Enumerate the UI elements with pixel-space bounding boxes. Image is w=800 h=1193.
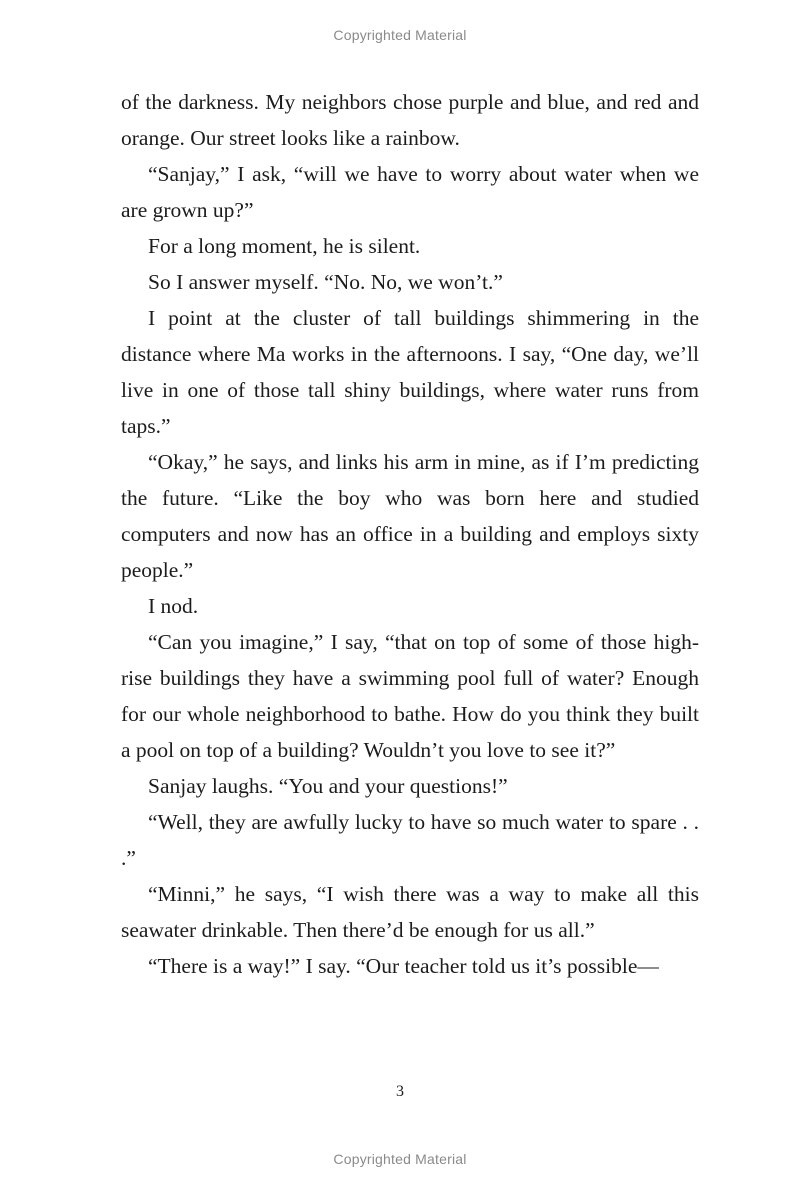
- paragraph: “Minni,” he says, “I wish there was a way to make all this seawater drinkable. Then there’d be enough for us all.”: [121, 882, 699, 942]
- body-text: [121, 84, 699, 984]
- page-number: 3: [396, 1083, 404, 1100]
- copyright-watermark-bottom: Copyrighted Material: [333, 1151, 467, 1167]
- paragraph: “There is a way!” I say. “Our teacher told us it’s possible—: [148, 954, 659, 978]
- paragraph: “Well, they are awfully lucky to have so much water to spare . . .”: [121, 810, 699, 870]
- paragraph: I point at the cluster of tall buildings shimmering in the distance where Ma works in the afternoons. I say, “One day, we’ll live in one of those tall shiny buildings, where water runs from taps.”: [121, 306, 699, 438]
- paragraph: “Can you imagine,” I say, “that on top of some of those high-rise buildings they have a swimming pool full of water? Enough for our whole neighborhood to bathe. How do you think they built a pool on top of a building? Wouldn’t you love to see it?”: [121, 630, 699, 762]
- paragraph: “Okay,” he says, and links his arm in mine, as if I’m predicting the future. “Like the boy who was born here and studied computers and now has an office in a building and employs sixty people.”: [121, 450, 699, 582]
- paragraph-continuation: of the darkness. My neighbors chose purple and blue, and red and orange. Our street looks like a rainbow.: [121, 90, 699, 150]
- paragraph: I nod.: [148, 594, 199, 618]
- paragraph: “Sanjay,” I ask, “will we have to worry about water when we are grown up?”: [121, 162, 699, 222]
- copyright-watermark-top: Copyrighted Material: [333, 27, 467, 43]
- paragraph: So I answer myself. “No. No, we won’t.”: [148, 270, 503, 294]
- paragraph: For a long moment, he is silent.: [148, 234, 421, 258]
- paragraph: Sanjay laughs. “You and your questions!”: [148, 774, 508, 798]
